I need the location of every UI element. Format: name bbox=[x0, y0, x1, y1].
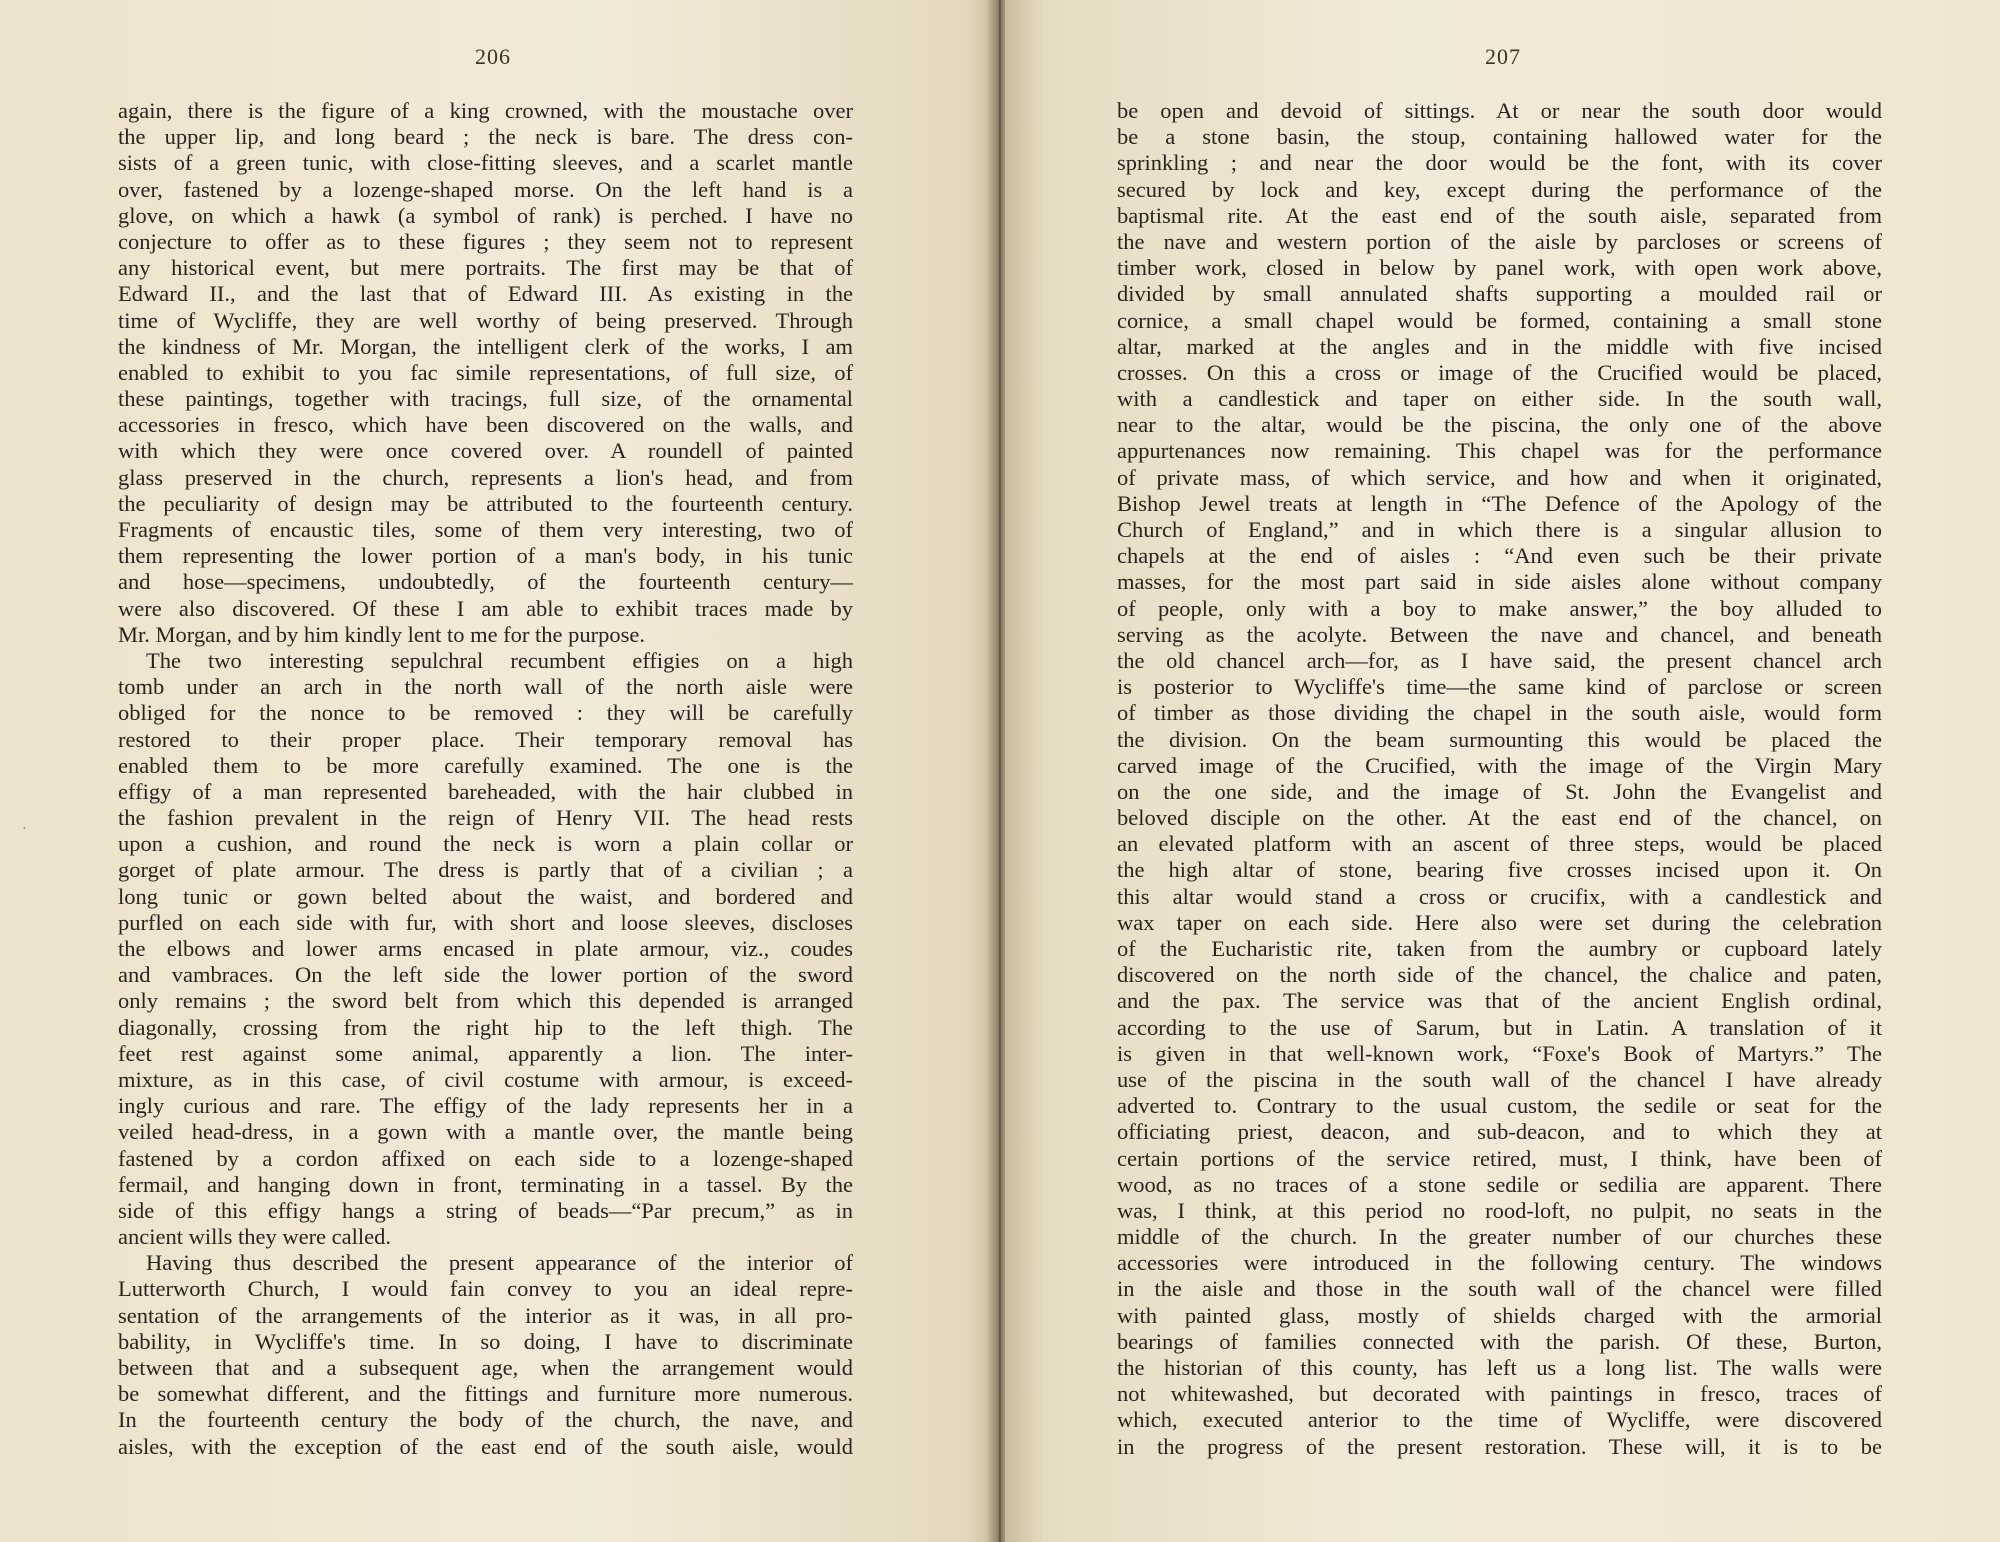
text-line: them representing the lower portion of a man's body, in his tunic bbox=[118, 543, 853, 569]
text-line: the elbows and lower arms encased in plate armour, viz., coudes bbox=[118, 936, 853, 961]
text-line: with painted glass, mostly of shields charged with the armorial bbox=[1117, 1302, 1882, 1328]
text-line: chapels at the end of aisles : “And even such be their private bbox=[1117, 543, 1882, 569]
left-page bbox=[0, 0, 995, 1542]
text-line: appurtenances now remaining. This chapel was for the performance bbox=[1117, 438, 1882, 464]
text-line: which, executed anterior to the time of Wycliffe, were discovered bbox=[1117, 1407, 1882, 1433]
text-line: aisles, with the exception of the east end of the south aisle, would bbox=[118, 1433, 853, 1459]
text-line: again, there is the figure of a king crowned, with the moustache over bbox=[118, 98, 853, 123]
text-line: of people, only with a boy to make answer,” the boy alluded to bbox=[1117, 595, 1882, 621]
text-line: Having thus described the present appearance of the interior of bbox=[146, 1250, 853, 1276]
text-line: effigy of a man represented bareheaded, with the hair clubbed in bbox=[118, 778, 853, 804]
text-line: an elevated platform with an ascent of three steps, would be placed bbox=[1117, 831, 1882, 857]
text-line: fermail, and hanging down in front, terminating in a tassel. By the bbox=[118, 1171, 853, 1197]
text-line: sprinkling ; and near the door would be the font, with its cover bbox=[1117, 150, 1882, 176]
text-line: cornice, a small chapel would be formed, containing a small stone bbox=[1117, 307, 1882, 333]
text-line: between that and a subsequent age, when the arrangement would bbox=[118, 1355, 853, 1380]
text-line: bability, in Wycliffe's time. In so doing, I have to discriminate bbox=[118, 1328, 853, 1354]
text-line: ancient wills they were called. bbox=[118, 1224, 392, 1250]
text-line: glass preserved in the church, represents a lion's head, and from bbox=[118, 464, 853, 490]
text-line: be somewhat different, and the fittings and furniture more numerous. bbox=[118, 1381, 853, 1407]
text-line: the high altar of stone, bearing five crosses incised upon it. On bbox=[1117, 857, 1882, 883]
text-line: the nave and western portion of the aisle by parcloses or screens of bbox=[1117, 228, 1882, 254]
text-line: masses, for the most part said in side aisles alone without company bbox=[1117, 569, 1882, 595]
text-line: divided by small annulated shafts supporting a moulded rail or bbox=[1117, 281, 1882, 307]
text-line: be open and devoid of sittings. At or near the south door would bbox=[1117, 98, 1882, 123]
text-line: adverted to. Contrary to the usual custom, the sedile or seat for the bbox=[1117, 1093, 1882, 1119]
text-line: the upper lip, and long beard ; the neck is bare. The dress con- bbox=[118, 124, 853, 150]
text-line: ingly curious and rare. The effigy of the lady represents her in a bbox=[118, 1093, 853, 1119]
text-line: carved image of the Crucified, with the image of the Virgin Mary bbox=[1117, 752, 1882, 778]
left-page-text bbox=[118, 98, 853, 1460]
text-line: in the progress of the present restoration. These will, it is to be bbox=[1117, 1433, 1882, 1459]
text-line: sentation of the arrangements of the interior as it was, in all pro- bbox=[118, 1302, 853, 1328]
text-line: of timber as those dividing the chapel in the south aisle, would form bbox=[1117, 700, 1882, 726]
text-line: and vambraces. On the left side the lower portion of the sword bbox=[118, 962, 853, 988]
text-line: with a candlestick and taper on either side. In the south wall, bbox=[1117, 386, 1882, 412]
text-line: these paintings, together with tracings, full size, of the ornamental bbox=[118, 386, 853, 412]
text-line: feet rest against some animal, apparently a lion. The inter- bbox=[118, 1040, 853, 1066]
text-line: altar, marked at the angles and in the middle with five incised bbox=[1117, 333, 1882, 359]
text-line: not whitewashed, but decorated with paintings in fresco, traces of bbox=[1117, 1381, 1882, 1407]
text-line: crosses. On this a cross or image of the Crucified would be placed, bbox=[1117, 359, 1882, 385]
text-line: certain portions of the service retired, must, I think, have been of bbox=[1117, 1145, 1882, 1171]
text-line: conjecture to offer as to these figures ; they seem not to represent bbox=[118, 228, 853, 254]
text-line: timber work, closed in below by panel work, with open work above, bbox=[1117, 255, 1882, 281]
text-line: enabled them to be more carefully examined. The one is the bbox=[118, 752, 853, 778]
text-line: is posterior to Wycliffe's time—the same kind of parclose or screen bbox=[1117, 674, 1882, 700]
text-line: fastened by a cordon affixed on each side to a lozenge-shaped bbox=[118, 1145, 853, 1171]
text-line: time of Wycliffe, they are well worthy of being preserved. Through bbox=[118, 307, 853, 333]
text-line: use of the piscina in the south wall of the chancel I have already bbox=[1117, 1066, 1882, 1092]
text-line: Mr. Morgan, and by him kindly lent to me for the purpose. bbox=[118, 621, 646, 647]
text-line: bearings of families connected with the parish. Of these, Burton, bbox=[1117, 1328, 1882, 1354]
text-line: discovered on the north side of the chancel, the chalice and paten, bbox=[1117, 962, 1882, 988]
text-line: the kindness of Mr. Morgan, the intelligent clerk of the works, I am bbox=[118, 333, 853, 359]
text-line: restored to their proper place. Their temporary removal has bbox=[118, 726, 853, 752]
text-line: the historian of this county, has left us a long list. The walls were bbox=[1117, 1355, 1882, 1380]
text-line: In the fourteenth century the body of the church, the nave, and bbox=[118, 1407, 853, 1433]
text-line: wood, as no traces of a stone sedile or sedilia are apparent. There bbox=[1117, 1171, 1882, 1197]
text-line: enabled to exhibit to you fac simile representations, of full size, of bbox=[118, 359, 853, 385]
text-line: on the one side, and the image of St. John the Evangelist and bbox=[1117, 778, 1882, 804]
text-line: secured by lock and key, except during the performance of the bbox=[1117, 176, 1882, 202]
text-line: middle of the church. In the greater number of our churches these bbox=[1117, 1224, 1882, 1250]
text-line: the division. On the beam surmounting this would be placed the bbox=[1117, 726, 1882, 752]
text-line: only remains ; the sword belt from which this depended is arranged bbox=[118, 988, 853, 1014]
text-line: the old chancel arch—for, as I have said, the present chancel arch bbox=[1117, 647, 1882, 673]
text-line: Fragments of encaustic tiles, some of them very interesting, two of bbox=[118, 517, 853, 542]
text-line: upon a cushion, and round the neck is worn a plain collar or bbox=[118, 831, 853, 857]
text-line: over, fastened by a lozenge-shaped morse. On the left hand is a bbox=[118, 176, 853, 202]
text-line: obliged for the nonce to be removed : they will be carefully bbox=[118, 700, 853, 726]
text-line: serving as the acolyte. Between the nave and chancel, and beneath bbox=[1117, 621, 1882, 647]
text-line: purfled on each side with fur, with short and loose sleeves, discloses bbox=[118, 909, 853, 935]
text-line: Edward II., and the last that of Edward III. As existing in the bbox=[118, 281, 853, 307]
text-line: any historical event, but mere portraits. The first may be that of bbox=[118, 255, 853, 281]
text-line: sists of a green tunic, with close-fitting sleeves, and a scarlet mantle bbox=[118, 150, 853, 176]
text-line: this altar would stand a cross or crucifix, with a candlestick and bbox=[1117, 883, 1882, 909]
text-line: was, I think, at this period no rood-loft, no pulpit, no seats in the bbox=[1117, 1197, 1882, 1223]
text-line: baptismal rite. At the east end of the south aisle, separated from bbox=[1117, 202, 1882, 228]
text-line: long tunic or gown belted about the waist, and bordered and bbox=[118, 883, 853, 909]
text-line: and the pax. The service was that of the ancient English ordinal, bbox=[1117, 988, 1882, 1014]
text-line: veiled head-dress, in a gown with a mantle over, the mantle being bbox=[118, 1119, 853, 1145]
ink-speck: · bbox=[22, 822, 27, 837]
text-line: The two interesting sepulchral recumbent effigies on a high bbox=[146, 647, 853, 673]
text-line: accessories were introduced in the following century. The windows bbox=[1117, 1250, 1882, 1276]
right-page-text bbox=[1117, 98, 1882, 1460]
text-line: near to the altar, would be the piscina, the only one of the above bbox=[1117, 412, 1882, 438]
text-line: officiating priest, deacon, and sub-deacon, and to which they at bbox=[1117, 1119, 1882, 1145]
text-line: of the Eucharistic rite, taken from the aumbry or cupboard lately bbox=[1117, 936, 1882, 961]
text-line: Lutterworth Church, I would fain convey to you an ideal repre- bbox=[118, 1276, 853, 1302]
text-line: glove, on which a hawk (a symbol of rank) is perched. I have no bbox=[118, 202, 853, 228]
text-line: accessories in fresco, which have been discovered on the walls, and bbox=[118, 412, 853, 438]
text-line: be a stone basin, the stoup, containing hallowed water for the bbox=[1117, 124, 1882, 150]
page-number-right: 207 bbox=[1485, 44, 1521, 69]
text-line: diagonally, crossing from the right hip to the left thigh. The bbox=[118, 1014, 853, 1040]
text-line: of private mass, of which service, and how and when it originated, bbox=[1117, 464, 1882, 490]
text-line: is given in that well-known work, “Foxe's Book of Martyrs.” The bbox=[1117, 1040, 1882, 1066]
text-line: the peculiarity of design may be attributed to the fourteenth century. bbox=[118, 490, 853, 516]
text-line: mixture, as in this case, of civil costume with armour, is exceed- bbox=[118, 1066, 853, 1092]
text-line: the fashion prevalent in the reign of Henry VII. The head rests bbox=[118, 805, 853, 831]
text-line: Church of England,” and in which there is a singular allusion to bbox=[1117, 517, 1882, 542]
text-line: with which they were once covered over. A roundell of painted bbox=[118, 438, 853, 464]
text-line: in the aisle and those in the south wall of the chancel were filled bbox=[1117, 1276, 1882, 1302]
text-line: wax taper on each side. Here also were set during the celebration bbox=[1117, 909, 1882, 935]
text-line: tomb under an arch in the north wall of the north aisle were bbox=[118, 674, 853, 700]
text-line: gorget of plate armour. The dress is partly that of a civilian ; a bbox=[118, 857, 853, 883]
text-line: were also discovered. Of these I am able to exhibit traces made by bbox=[118, 595, 853, 621]
text-line: according to the use of Sarum, but in Latin. A translation of it bbox=[1117, 1014, 1882, 1040]
right-page bbox=[1005, 0, 2000, 1542]
text-line: side of this effigy hangs a string of beads—“Par precum,” as in bbox=[118, 1197, 853, 1223]
text-line: beloved disciple on the other. At the east end of the chancel, on bbox=[1117, 805, 1882, 831]
text-line: and hose—specimens, undoubtedly, of the fourteenth century— bbox=[118, 569, 853, 595]
page-number-left: 206 bbox=[475, 44, 511, 69]
text-line: Bishop Jewel treats at length in “The Defence of the Apology of the bbox=[1117, 490, 1882, 516]
